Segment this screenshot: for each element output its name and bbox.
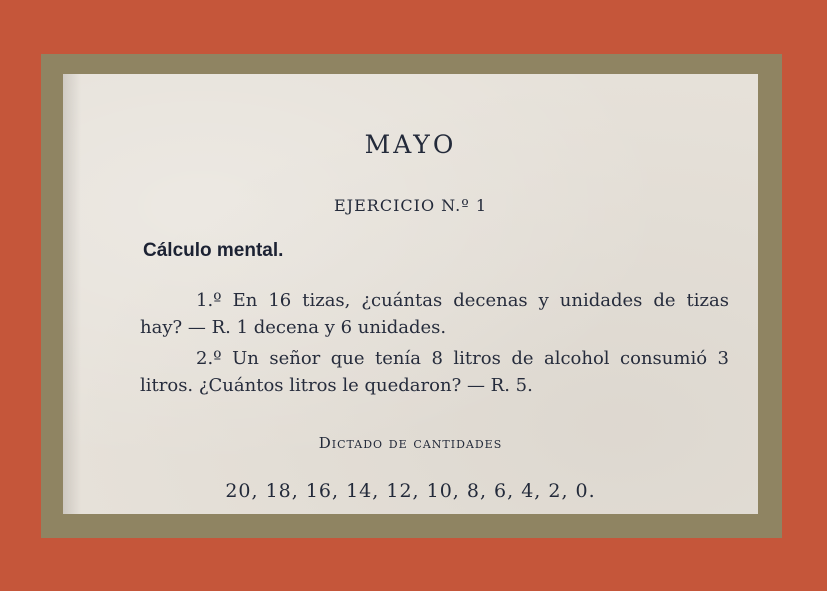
exercise-paragraph-1: 1.º En 16 tizas, ¿cuántas decenas y unidades de tizas hay? — R. 1 decena y 6 unidades.: [140, 290, 729, 338]
dictation-numbers: 20, 18, 16, 14, 12, 10, 8, 6, 4, 2, 0.: [225, 480, 596, 502]
exercise-paragraph-2: 2.º Un señor que tenía 8 litros de alcohol consumió 3 litros. ¿Cuántos litros le quedaron? — R. 5.: [140, 348, 729, 396]
dictation-heading: Dictado de cantidades: [318, 434, 503, 452]
exercise-heading: EJERCICIO N.º 1: [334, 196, 487, 215]
section-heading: Cálculo mental.: [143, 240, 284, 261]
page-title: MAYO: [364, 130, 457, 159]
book-page: [63, 74, 758, 514]
